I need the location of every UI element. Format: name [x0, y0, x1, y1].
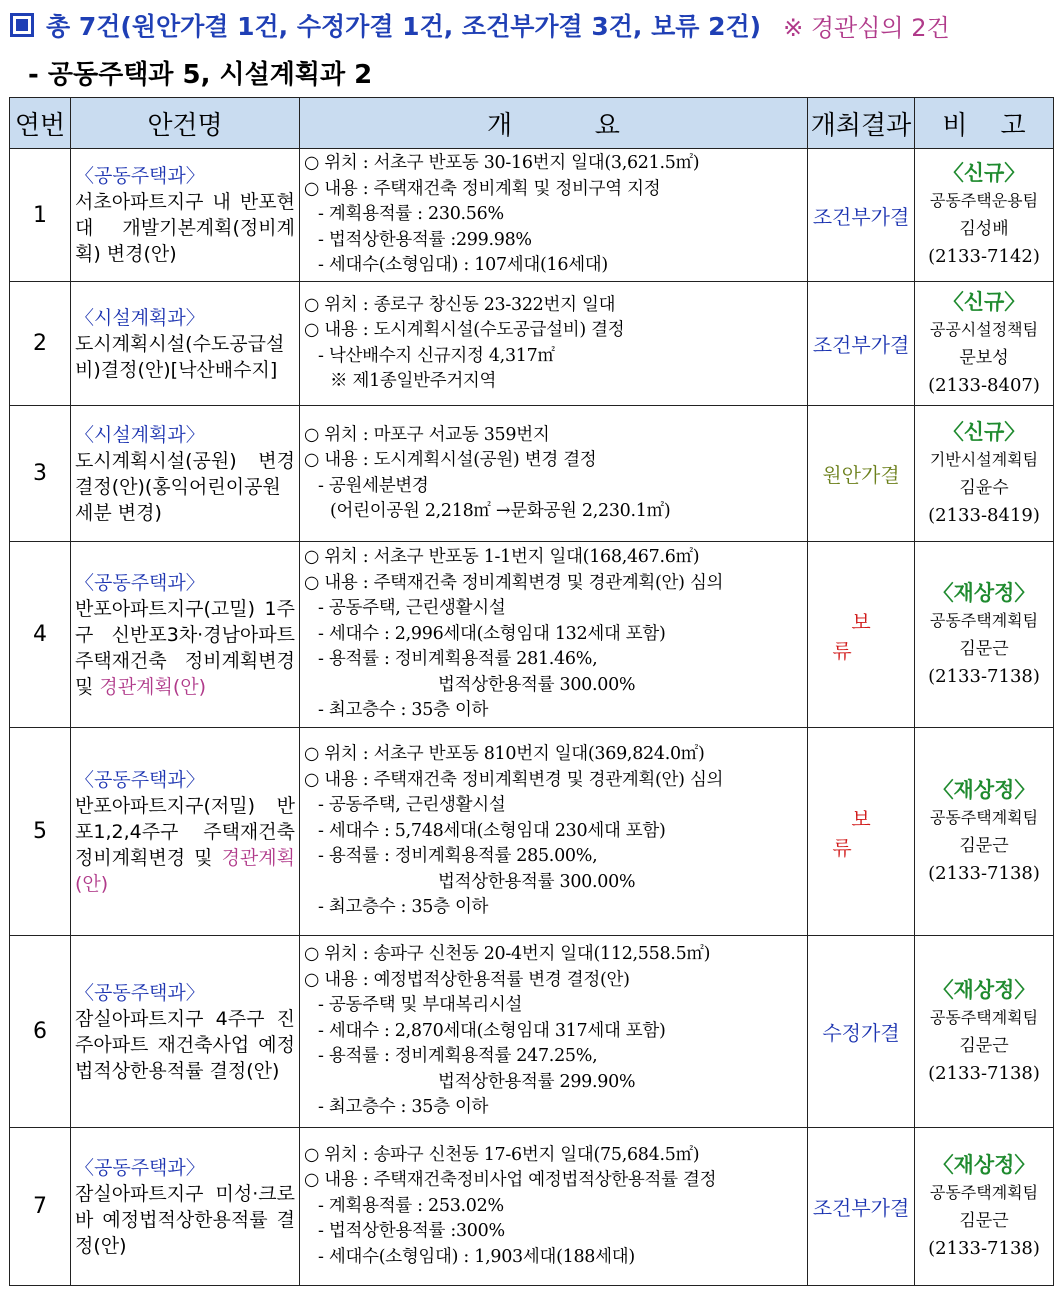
result-cell [808, 1128, 915, 1286]
summary-line: 법적상한용적률 299.90% [438, 1071, 636, 1092]
summary-line: - 용적률 : 정비계획용적률 285.00%, [318, 846, 598, 867]
result-cell [808, 936, 915, 1128]
agenda-title: 잠실아파트지구 4주구 진주아파트 재건축사업 예정법적상한용적률 결정(안) [75, 1007, 295, 1082]
note-contact-name: 김문근 [959, 835, 1009, 856]
agenda-summary-cell [300, 406, 808, 542]
summary-line: - 세대수 : 2,996세대(소형임대 132세대 포함) [318, 623, 666, 644]
summary-line: ○ 위치 : 서초구 반포동 1-1번지 일대(168,467.6㎡) [304, 547, 700, 568]
row-number: 3 [10, 406, 71, 542]
agenda-title-cell [71, 542, 300, 728]
col-header-title: 안건명 [71, 98, 300, 149]
summary-line: - 낙산배수지 신규지정 4,317㎡ [318, 345, 555, 366]
row-number: 2 [10, 282, 71, 406]
note-phone: (2133-7138) [928, 1237, 1040, 1259]
result-status: 보류 [832, 609, 909, 663]
note-contact-name: 김문근 [959, 638, 1009, 659]
landscape-plan-label: 경관계획(안) [75, 846, 295, 895]
row-number: 4 [10, 542, 71, 728]
summary-line: ○ 내용 : 주택재건축 정비계획 및 정비구역 지정 [304, 178, 661, 199]
summary-line: ○ 위치 : 마포구 서교동 359번지 [304, 424, 550, 445]
row-number: 6 [10, 936, 71, 1128]
note-tag: 〈재상정〉 [932, 777, 1036, 802]
summary-line: ○ 내용 : 주택재건축 정비계획변경 및 경관계획(안) 심의 [304, 572, 724, 593]
agenda-summary-cell [300, 282, 808, 406]
summary-line: - 공원세분변경 [318, 475, 429, 496]
landscape-plan-label: 경관계획(안) [99, 675, 207, 698]
agenda-title: 도시계획시설(수도공급설비)결정(안)[낙산배수지] [75, 332, 285, 381]
department-label: 〈공동주택과〉 [75, 165, 205, 187]
note-cell [915, 728, 1054, 936]
note-team: 기반시설계획팀 [929, 449, 1039, 469]
note-contact-name: 김문근 [959, 1210, 1009, 1231]
result-cell [808, 149, 915, 282]
row-number: 7 [10, 1128, 71, 1286]
department-label: 〈공동주택과〉 [75, 1156, 205, 1179]
note-cell [915, 1128, 1054, 1286]
summary-line: - 세대수 : 2,870세대(소형임대 317세대 포함) [318, 1020, 666, 1041]
table-row [10, 542, 1054, 728]
department-label: 〈공동주택과〉 [75, 768, 205, 791]
summary-line: - 최고층수 : 35층 이하 [318, 897, 489, 918]
note-team: 공동주택계획팀 [929, 610, 1039, 630]
department-label: 〈공동주택과〉 [75, 981, 205, 1004]
result-status: 조건부가결 [812, 204, 910, 229]
agenda-title-cell [71, 936, 300, 1128]
note-phone: (2133-7138) [928, 1062, 1040, 1084]
department-breakdown: - 공동주택과 5, 시설계획과 2 [28, 60, 373, 90]
summary-line: - 법적상한용적률 :300% [318, 1221, 505, 1242]
note-tag: 〈재상정〉 [932, 1152, 1036, 1177]
department-label: 〈공동주택과〉 [75, 571, 205, 594]
table-row [10, 282, 1054, 406]
note-phone: (2133-7142) [928, 246, 1040, 267]
result-status: 수정가결 [822, 1021, 900, 1045]
summary-line: ※ 제1종일반주거지역 [330, 371, 497, 391]
summary-line: - 세대수 : 5,748세대(소형임대 230세대 포함) [318, 820, 666, 841]
table-header-row [10, 98, 1054, 149]
row-number: 5 [10, 728, 71, 936]
summary-line: - 공동주택, 근린생활시설 [318, 795, 506, 816]
result-cell [808, 728, 915, 936]
summary-line: - 세대수(소형임대) : 1,903세대(188세대) [318, 1246, 635, 1267]
department-label: 〈시설계획과〉 [75, 423, 205, 446]
agenda-title-cell [71, 282, 300, 406]
result-status: 조건부가결 [812, 333, 910, 357]
table-row [10, 1128, 1054, 1286]
summary-line: - 용적률 : 정비계획용적률 281.46%, [318, 649, 598, 670]
square-bullet-icon [10, 13, 34, 37]
summary-line: ○ 위치 : 서초구 반포동 30-16번지 일대(3,621.5㎡) [304, 153, 700, 174]
summary-line: ○ 위치 : 서초구 반포동 810번지 일대(369,824.0㎡) [304, 744, 705, 765]
note-phone: (2133-7138) [928, 862, 1040, 884]
table-row [10, 728, 1054, 936]
summary-line: ○ 내용 : 도시계획시설(수도공급설비) 결정 [304, 320, 625, 340]
agenda-summary-cell [300, 936, 808, 1128]
agenda-summary-cell [300, 728, 808, 936]
result-cell [808, 406, 915, 542]
agenda-title: 서초아파트지구 내 반포현대 개발기본계획(정비계획) 변경(안) [75, 191, 295, 265]
summary-line: ○ 위치 : 송파구 신천동 20-4번지 일대(112,558.5㎡) [304, 944, 711, 965]
summary-line: ○ 내용 : 도시계획시설(공원) 변경 결정 [304, 450, 597, 470]
summary-line: - 법적상한용적률 :299.98% [318, 229, 532, 250]
note-team: 공동주택운용팀 [929, 191, 1039, 210]
summary-line: - 계획용적률 : 253.02% [318, 1195, 504, 1216]
summary-line: ○ 위치 : 송파구 신천동 17-6번지 일대(75,684.5㎡) [304, 1144, 700, 1165]
summary-line: - 세대수(소형임대) : 107세대(16세대) [318, 255, 608, 276]
result-status: 보류 [832, 806, 909, 860]
note-cell [915, 282, 1054, 406]
summary-line: 법적상한용적률 300.00% [438, 674, 636, 695]
summary-line: - 최고층수 : 35층 이하 [318, 700, 489, 721]
agenda-summary-cell [300, 542, 808, 728]
note-contact-name: 김윤수 [959, 477, 1009, 498]
agenda-summary-cell [300, 149, 808, 282]
note-tag: 〈신규〉 [942, 289, 1026, 314]
agenda-title-cell [71, 406, 300, 542]
note-team: 공동주택계획팀 [929, 807, 1039, 827]
landscape-review-note: ※ 경관심의 2건 [783, 13, 950, 42]
summary-line: ○ 내용 : 주택재건축 정비계획변경 및 경관계획(안) 심의 [304, 769, 724, 790]
col-header-note: 비 고 [915, 98, 1054, 149]
note-phone: (2133-8407) [928, 374, 1040, 396]
summary-line: 법적상한용적률 300.00% [438, 871, 636, 892]
note-tag: 〈신규〉 [942, 419, 1026, 444]
summary-line: ○ 위치 : 종로구 창신동 23-322번지 일대 [304, 294, 616, 315]
note-contact-name: 김문근 [959, 1035, 1009, 1056]
agenda-table [9, 97, 1054, 1286]
row-number: 1 [10, 149, 71, 282]
summary-text: 총 7건(원안가결 1건, 수정가결 1건, 조건부가결 3건, 보류 2건) [46, 12, 762, 41]
agenda-title: 반포아파트지구(고밀) 1주구 신반포3차·경남아파트 주택재건축 정비계획변경 및 [75, 597, 295, 698]
note-team: 공동주택계획팀 [929, 1182, 1039, 1202]
table-row [10, 936, 1054, 1128]
agenda-title: 반포아파트지구(저밀) 반포1,2,4주구 주택재건축 정비계획변경 및 [75, 794, 295, 869]
note-phone: (2133-7138) [928, 665, 1040, 687]
summary-heading [10, 6, 1055, 44]
note-tag: 〈재상정〉 [932, 580, 1036, 605]
agenda-title: 도시계획시설(공원) 변경 결정(안)(홍익어린이공원 세분 변경) [75, 449, 295, 524]
note-team: 공동주택계획팀 [929, 1007, 1039, 1027]
note-contact-name: 문보성 [959, 347, 1009, 368]
agenda-title-cell [71, 728, 300, 936]
note-contact-name: 김성배 [959, 219, 1009, 239]
agenda-summary-cell [300, 1128, 808, 1286]
department-label: 〈시설계획과〉 [75, 306, 205, 329]
summary-line: - 공동주택, 근린생활시설 [318, 598, 506, 619]
agenda-title-cell [71, 1128, 300, 1286]
result-cell [808, 542, 915, 728]
summary-line: ○ 내용 : 예정법적상한용적률 변경 결정(안) [304, 969, 630, 990]
note-tag: 〈신규〉 [942, 161, 1026, 185]
summary-line: - 용적률 : 정비계획용적률 247.25%, [318, 1046, 598, 1067]
note-cell [915, 149, 1054, 282]
note-phone: (2133-8419) [928, 504, 1040, 526]
summary-line: - 계획용적률 : 230.56% [318, 204, 504, 225]
result-status: 원안가결 [822, 463, 900, 487]
agenda-title: 잠실아파트지구 미성·크로바 예정법적상한용적률 결정(안) [75, 1182, 295, 1257]
summary-line: (어린이공원 2,218㎡ →문화공원 2,230.1㎡) [330, 501, 671, 521]
note-cell [915, 542, 1054, 728]
table-row [10, 149, 1054, 282]
col-header-result: 개최결과 [808, 98, 915, 149]
note-team: 공공시설정책팀 [929, 319, 1039, 339]
result-cell [808, 282, 915, 406]
agenda-title-cell [71, 149, 300, 282]
summary-line: ○ 내용 : 주택재건축정비사업 예정법적상한용적률 결정 [304, 1170, 717, 1191]
col-header-summary: 개 요 [300, 98, 808, 149]
note-cell [915, 406, 1054, 542]
result-status: 조건부가결 [812, 1196, 910, 1220]
col-header-no: 연번 [10, 98, 71, 149]
note-cell [915, 936, 1054, 1128]
note-tag: 〈재상정〉 [932, 977, 1036, 1002]
table-row [10, 406, 1054, 542]
summary-line: - 공동주택 및 부대복리시설 [318, 995, 523, 1016]
summary-line: - 최고층수 : 35층 이하 [318, 1097, 489, 1118]
